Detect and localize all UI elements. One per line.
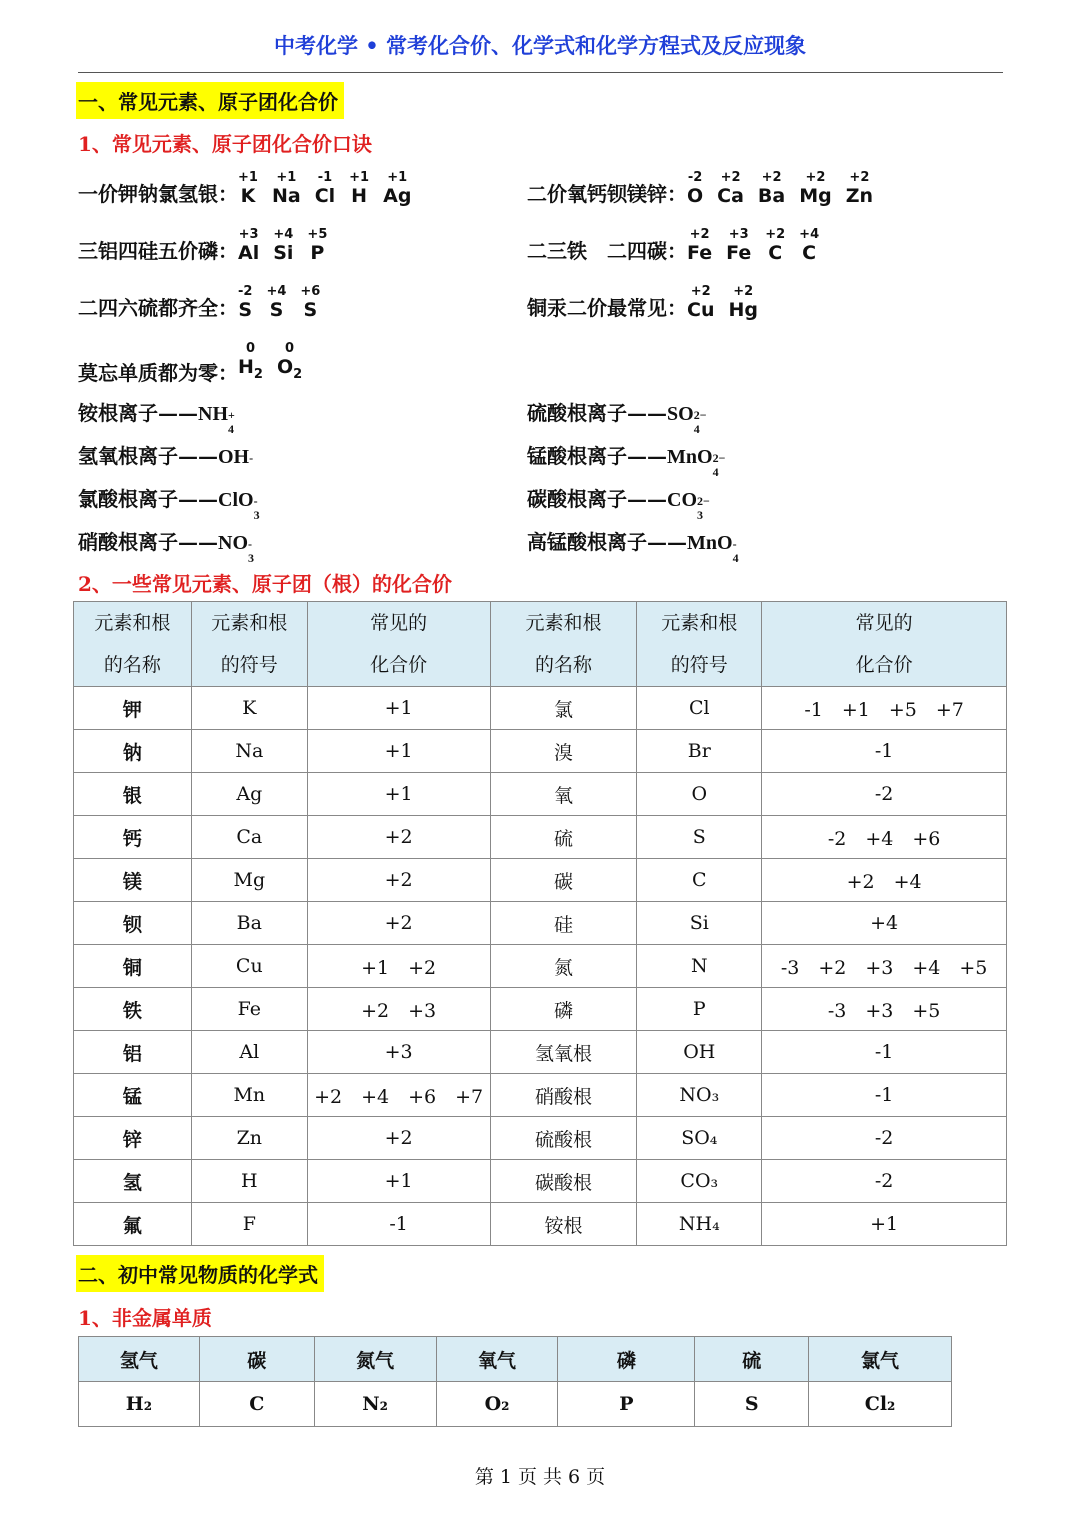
table-cell: S [637,816,762,859]
table-row [74,1117,1007,1160]
valence-symbol: -2 O [687,170,704,207]
table-row [74,945,1007,988]
valence-symbol: +1 Na [271,170,301,207]
table-cell: +2 [307,1117,490,1160]
ion-line [78,483,266,522]
section-heading-valences: 一、常见元素、原子团化合价 [76,82,344,119]
subheading-mnemonic: 1、常见元素、原子团化合价口诀 [78,132,372,156]
verse-label: 铜汞二价最常见： [527,296,687,320]
table-cell: 氢 [74,1160,192,1203]
valence-symbol: +4 S [266,284,287,321]
table-cell: 碳 [490,859,637,902]
substance-name: 磷 [558,1337,695,1382]
table-cell: 硫酸根 [490,1117,637,1160]
ion-formula: MnO 2− 4 [667,446,726,479]
table-cell: +2 +4 +6 +7 [307,1074,490,1117]
table-cell: 硫 [490,816,637,859]
subheading-nonmetals: 1、非金属单质 [78,1306,212,1330]
substance-name: 氯气 [809,1337,952,1382]
valence-symbol: +5 P [307,227,328,264]
ion-name: 高锰酸根离子—— [527,530,687,554]
table-cell: +1 [307,687,490,730]
table-cell: 锌 [74,1117,192,1160]
ion-formula: CO 2− 3 [667,489,710,522]
substance-name: 氮气 [314,1337,436,1382]
page-title: 中考化学 • 常考化合价、化学式和化学方程式及反应现象 [273,33,807,58]
ion-line [527,397,707,436]
ion-line [78,440,261,469]
table-cell: +1 [307,1160,490,1203]
table-cell: +1 [307,730,490,773]
table-cell: Zn [191,1117,307,1160]
verse-label: 二价氧钙钡镁锌： [527,182,687,206]
table-cell: +2 [307,902,490,945]
table-row [74,902,1007,945]
table-cell: Ca [191,816,307,859]
table-cell: O [637,773,762,816]
ion-line [527,526,745,565]
table-cell: +1 +2 [307,945,490,988]
substance-name: 硫 [695,1337,809,1382]
table-cell: Mg [191,859,307,902]
section-heading-formulas: 二、初中常见物质的化学式 [76,1255,324,1292]
verse-label: 二三铁 二四碳： [527,239,687,263]
table-cell: -1 [762,730,1007,773]
valence-symbol: -2 S [238,284,253,321]
table-cell: Ba [191,902,307,945]
table-cell: 氧 [490,773,637,816]
table-row [74,1074,1007,1117]
ion-formula: SO 2− 4 [667,403,707,436]
verse-line [527,228,833,264]
substance-formula: N₂ [314,1382,436,1427]
table-cell: -2 +4 +6 [762,816,1007,859]
table-cell: 铁 [74,988,192,1031]
verse-label: 一价钾钠氯氢银： [78,182,238,206]
table-cell: SO₄ [637,1117,762,1160]
table-row [74,988,1007,1031]
ion-line [78,397,240,436]
table-cell: +3 [307,1031,490,1074]
ion-name: 碳酸根离子—— [527,487,667,511]
valence-symbol: +4 Si [273,227,294,264]
table-row [74,773,1007,816]
table-row [74,730,1007,773]
header-cell: 常见的 化合价 [307,602,490,687]
valence-symbol: +2 Ca [717,170,744,207]
table-cell: Fe [191,988,307,1031]
table-cell: N [637,945,762,988]
table-cell: Cu [191,945,307,988]
table-cell: -1 [762,1074,1007,1117]
verse-line [527,285,772,321]
valence-symbol: +2 C [765,227,786,264]
ion-formula: NH + 4 [198,403,235,436]
valence-symbol: +3 Al [238,227,260,264]
ion-line [527,440,726,479]
table-cell: NO₃ [637,1074,762,1117]
table-cell: F [191,1203,307,1246]
table-cell: 钾 [74,687,192,730]
table-cell: Mn [191,1074,307,1117]
header-cell: 元素和根 的名称 [490,602,637,687]
substance-name: 氢气 [79,1337,200,1382]
ion-name: 氯酸根离子—— [78,487,218,511]
verse-line [78,171,425,207]
subheading-valence-table: 2、一些常见元素、原子团（根）的化合价 [78,572,452,596]
table-cell: Cl [637,687,762,730]
header-cell: 常见的 化合价 [762,602,1007,687]
valence-symbol: +1 H [349,170,370,207]
table-cell: +2 [307,816,490,859]
table-cell: Br [637,730,762,773]
table-cell: 铝 [74,1031,192,1074]
table-cell: Si [637,902,762,945]
table-cell: 镁 [74,859,192,902]
table-cell: +1 [762,1203,1007,1246]
substance-name: 氧气 [436,1337,558,1382]
table-cell: -3 +3 +5 [762,988,1007,1031]
valence-symbol: 0 $H_2$ [238,341,263,382]
valence-symbol: +3 Fe [726,227,752,264]
table-cell: +2 +3 [307,988,490,1031]
table-cell: 硝酸根 [490,1074,637,1117]
header-cell: 元素和根 的符号 [637,602,762,687]
valence-symbol: +4 C [799,227,820,264]
table-cell: K [191,687,307,730]
table-cell: 铜 [74,945,192,988]
verse-label: 莫忘单质都为零： [78,360,238,385]
valence-table [73,601,1007,1246]
header-cell: 元素和根 的符号 [191,602,307,687]
table-row [74,1160,1007,1203]
substance-name: 碳 [199,1337,314,1382]
substance-formula: H₂ [79,1382,200,1427]
table-row [74,1203,1007,1246]
table-cell: 钠 [74,730,192,773]
table-cell: -1 [762,1031,1007,1074]
table-cell: 氮 [490,945,637,988]
valence-symbol: +2 Cu [687,284,715,321]
table-row [74,1031,1007,1074]
table-cell: Al [191,1031,307,1074]
ion-formula: NO - 3 [218,532,254,565]
table-row [74,816,1007,859]
valence-symbol: +2 Ba [757,170,786,207]
table-cell: -1 +1 +5 +7 [762,687,1007,730]
verse-line [78,228,341,264]
table-cell: 铵根 [490,1203,637,1246]
table-cell: -2 [762,1117,1007,1160]
ion-formula: MnO - 4 [687,532,739,565]
table-cell: H [191,1160,307,1203]
verse-label: 三铝四硅五价磷： [78,239,238,263]
table-cell: 硅 [490,902,637,945]
valence-symbol: +2 Hg [728,284,758,321]
verse-line [78,285,334,321]
table-cell: NH₄ [637,1203,762,1246]
verse-label: 二四六硫都齐全： [78,296,238,320]
ion-line [527,483,710,522]
substance-formula: Cl₂ [809,1382,952,1427]
table-row [74,859,1007,902]
table-cell: Ag [191,773,307,816]
valence-symbol: +2 Fe [687,227,713,264]
valence-symbol: +2 Mg [799,170,832,207]
header-cell: 元素和根 的名称 [74,602,192,687]
ion-line [78,526,260,565]
table-cell: OH [637,1031,762,1074]
table-cell: -2 [762,773,1007,816]
table-cell: CO₃ [637,1160,762,1203]
table-cell: 钡 [74,902,192,945]
table-cell: 锰 [74,1074,192,1117]
table-cell: 氯 [490,687,637,730]
table-cell: P [637,988,762,1031]
table-cell: 溴 [490,730,637,773]
table-cell: +4 [762,902,1007,945]
table-header-row [79,1337,952,1382]
table-row [79,1382,952,1427]
ion-formula: ClO - 3 [218,489,260,522]
table-cell: C [637,859,762,902]
valence-symbol: 0 $O_2$ [276,341,303,382]
table-header-row [74,602,1007,687]
ion-name: 铵根离子—— [78,401,198,425]
valence-symbol: +6 S [300,284,321,321]
substance-formula: P [558,1382,695,1427]
nonmetal-table [78,1336,952,1427]
table-cell: 氟 [74,1203,192,1246]
table-cell: Na [191,730,307,773]
substance-formula: C [199,1382,314,1427]
valence-symbol: +1 K [238,170,258,207]
table-cell: -1 [307,1203,490,1246]
ion-formula: OH - [218,446,254,468]
table-cell: 氢氧根 [490,1031,637,1074]
table-cell: 磷 [490,988,637,1031]
ion-name: 锰酸根离子—— [527,444,667,468]
table-cell: +1 [307,773,490,816]
substance-formula: S [695,1382,809,1427]
table-cell: -2 [762,1160,1007,1203]
valence-symbol: -1 Cl [314,170,336,207]
substance-formula: O₂ [436,1382,558,1427]
table-cell: 银 [74,773,192,816]
table-cell: +2 +4 [762,859,1007,902]
page-number: 第 1 页 共 6 页 [474,1466,606,1488]
ion-name: 硫酸根离子—— [527,401,667,425]
verse-line [78,342,316,386]
valence-symbol: +1 Ag [383,170,412,207]
valence-symbol: +2 Zn [845,170,874,207]
verse-line [527,171,887,207]
table-cell: 碳酸根 [490,1160,637,1203]
ion-name: 氢氧根离子—— [78,444,218,468]
table-cell: 钙 [74,816,192,859]
table-cell: +2 [307,859,490,902]
table-row [74,687,1007,730]
ion-name: 硝酸根离子—— [78,530,218,554]
title-divider [78,72,1003,73]
table-cell: -3 +2 +3 +4 +5 [762,945,1007,988]
